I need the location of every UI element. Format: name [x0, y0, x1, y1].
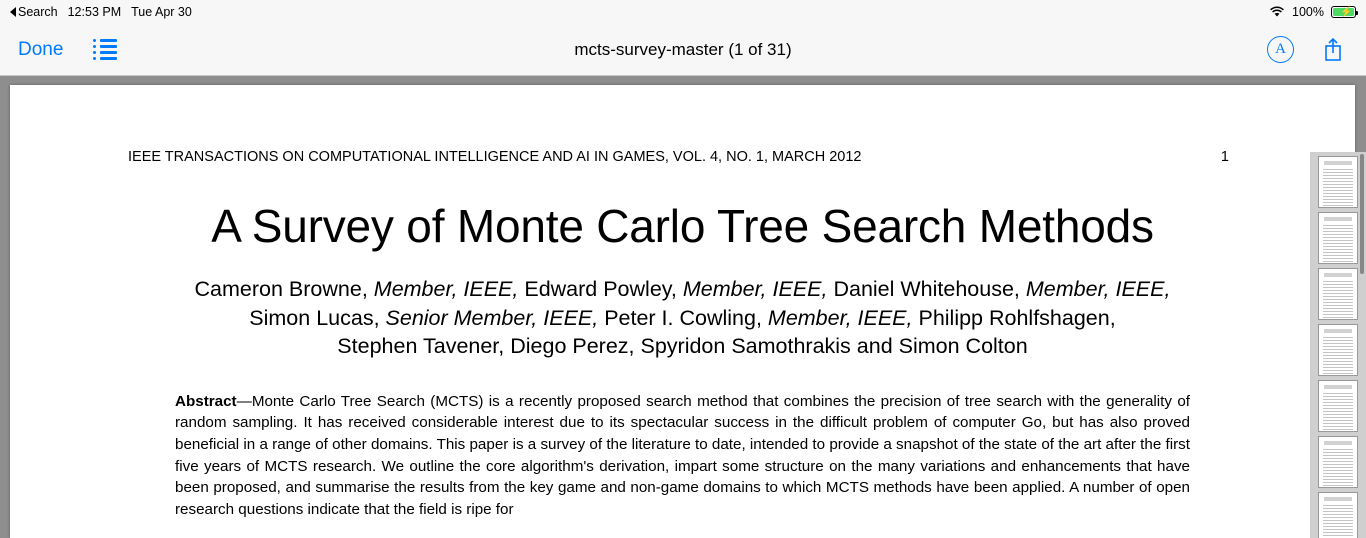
author-name: Edward Powley, [518, 277, 683, 301]
author-membership: Member, IEEE, [682, 277, 828, 301]
back-to-search-button[interactable] [10, 5, 58, 19]
status-bar-right [1269, 5, 1366, 19]
document-title: mcts-survey-master (1 of 31) [574, 39, 792, 59]
thumbnail-page[interactable] [1318, 212, 1358, 264]
thumbnail-page[interactable] [1318, 436, 1358, 488]
thumbnail-scrollbar[interactable] [1361, 152, 1365, 538]
status-date: Tue Apr 30 [131, 5, 192, 19]
author-name: Peter I. Cowling, [598, 305, 768, 330]
document-viewport[interactable] [0, 76, 1366, 538]
author-name: Simon Lucas, [249, 305, 386, 330]
pdf-toolbar [0, 24, 1366, 76]
thumbnail-page[interactable] [1318, 156, 1358, 208]
list-view-icon[interactable] [93, 39, 117, 60]
author-membership: Senior Member, IEEE, [385, 305, 599, 330]
wifi-icon [1269, 6, 1285, 18]
abstract-paragraph [128, 391, 1237, 520]
abstract-label: Abstract [175, 392, 237, 410]
thumbnail-page[interactable] [1318, 380, 1358, 432]
battery-percent-label: 100% [1292, 5, 1324, 19]
author-line-3: Stephen Tavener, Diego Perez, Spyridon Samothrakis and Simon Colton [337, 334, 1028, 359]
abstract-body: —Monte Carlo Tree Search (MCTS) is a recently proposed search method that combines the precision of tree search with the generality of random sampling. It has received considerable interest due to its spectacular success in the difficult problem of computer Go, but has also proved beneficial in a range of other domains. This paper is a survey of the literature to date, intended to provide a snapshot of the state of the art after the first five years of MCTS research. We outline the core algorithm's derivation, impart some structure on the many variations and enhancements that have been proposed, and summarise the results from the key game and non-game domains to which MCTS methods have been applied. A number of open research questions indicate that the field is ripe for [175, 392, 1190, 518]
share-icon[interactable] [1322, 36, 1344, 63]
author-name: Daniel Whitehouse, [827, 277, 1026, 301]
status-time: 12:53 PM [67, 5, 122, 19]
back-to-search-label: Search [18, 5, 58, 19]
author-line-1 [195, 277, 1171, 301]
thumbnail-page[interactable] [1318, 324, 1358, 376]
pdf-page[interactable] [10, 85, 1355, 538]
toolbar-right-group [1267, 36, 1366, 63]
status-bar [0, 0, 1366, 24]
annotate-markup-icon[interactable]: A [1267, 36, 1294, 63]
thumbnail-page[interactable] [1318, 492, 1358, 538]
thumbnail-scrollbar-thumb[interactable] [1360, 154, 1364, 274]
thumbnail-page[interactable] [1318, 268, 1358, 320]
status-bar-left [0, 5, 192, 19]
author-membership: Member, IEEE, [767, 305, 913, 330]
page-number: 1 [1220, 149, 1229, 165]
author-name: Philipp Rohlfshagen, [912, 305, 1116, 330]
toolbar-left-group [0, 39, 117, 61]
author-membership: Member, IEEE, [1025, 277, 1171, 301]
done-button[interactable]: Done [18, 38, 64, 60]
author-list [128, 275, 1237, 361]
back-chevron-icon [10, 7, 16, 17]
battery-charging-icon: ⚡ [1331, 6, 1356, 18]
thumbnail-sidebar[interactable] [1310, 152, 1366, 538]
journal-reference: IEEE TRANSACTIONS ON COMPUTATIONAL INTELLIGENCE AND AI IN GAMES, VOL. 4, NO. 1, MARCH 2012 [128, 149, 862, 165]
author-line-2 [249, 306, 1115, 330]
journal-header-line [128, 85, 1237, 165]
paper-title: A Survey of Monte Carlo Tree Search Methods [211, 200, 1154, 252]
author-name: Cameron Browne, [194, 277, 374, 301]
author-membership: Member, IEEE, [373, 277, 519, 301]
